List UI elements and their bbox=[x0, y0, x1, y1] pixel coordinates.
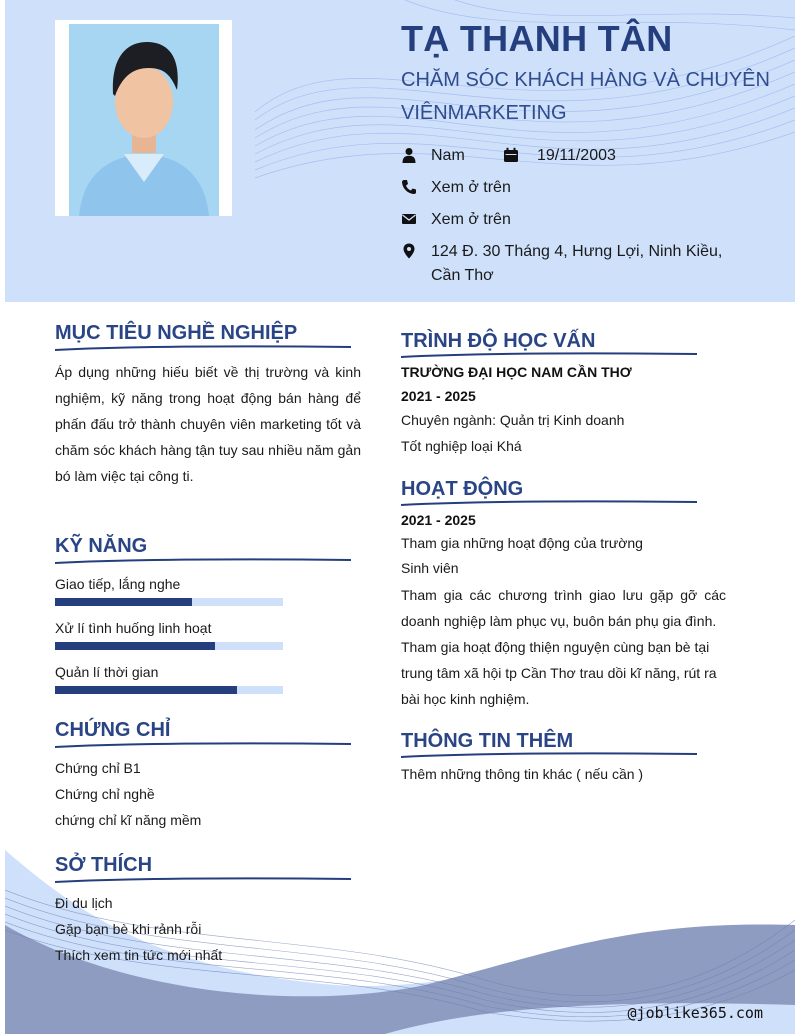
header-band bbox=[5, 0, 795, 302]
watermark: @joblike365.com bbox=[627, 1004, 763, 1022]
user-icon bbox=[401, 147, 417, 163]
birthday-value: 19/11/2003 bbox=[537, 147, 616, 164]
hobby-item: Thích xem tin tức mới nhất bbox=[55, 947, 223, 963]
email-value: Xem ở trên bbox=[431, 211, 511, 228]
job-title: CHĂM SÓC KHÁCH HÀNG VÀ CHUYÊN VIÊNMARKETING bbox=[401, 69, 770, 124]
education-major: Chuyên ngành: Quản trị Kinh doanh bbox=[401, 412, 625, 428]
skill-label: Xử lí tình huống linh hoạt bbox=[55, 620, 212, 636]
education-grade: Tốt nghiệp loại Khá bbox=[401, 438, 522, 454]
education-underline bbox=[401, 351, 697, 359]
calendar-icon bbox=[503, 147, 519, 163]
hobbies-underline bbox=[55, 876, 351, 884]
profile-photo bbox=[69, 24, 219, 216]
hobby-item: Đi du lịch bbox=[55, 895, 113, 911]
profile-photo-frame bbox=[55, 20, 232, 216]
education-title: TRÌNH ĐỘ HỌC VẤN bbox=[401, 330, 596, 352]
certificates-title: CHỨNG CHỈ bbox=[55, 719, 171, 741]
envelope-icon bbox=[401, 211, 417, 227]
activities-line: Tham gia những hoạt động của trường bbox=[401, 535, 643, 551]
portrait-illustration bbox=[69, 24, 219, 216]
gender-value: Nam bbox=[431, 147, 465, 164]
candidate-name: TẠ THANH TÂN bbox=[401, 18, 673, 59]
activities-period: 2021 - 2025 bbox=[401, 512, 476, 528]
address-value: 124 Đ. 30 Tháng 4, Hưng Lợi, Ninh Kiều, Cần Thơ bbox=[431, 243, 723, 284]
certificate-item: Chứng chỉ nghề bbox=[55, 786, 155, 802]
extra-info-underline bbox=[401, 751, 697, 759]
skill-level-fill bbox=[55, 598, 192, 606]
objective-underline bbox=[55, 344, 351, 352]
extra-info-text: Thêm những thông tin khác ( nếu cần ) bbox=[401, 766, 644, 782]
activities-line: Sinh viên bbox=[401, 560, 459, 576]
phone-value: Xem ở trên bbox=[431, 179, 511, 196]
skill-level-bar bbox=[55, 642, 283, 650]
skills-underline bbox=[55, 557, 351, 565]
certificate-item: Chứng chỉ B1 bbox=[55, 760, 141, 776]
cv-page bbox=[5, 0, 795, 1034]
extra-info-title: THÔNG TIN THÊM bbox=[401, 730, 574, 752]
activities-title: HOẠT ĐỘNG bbox=[401, 478, 524, 500]
skill-level-fill bbox=[55, 686, 237, 694]
skill-level-bar bbox=[55, 686, 283, 694]
objective-title: MỤC TIÊU NGHỀ NGHIỆP bbox=[55, 322, 298, 344]
activities-paragraph: Tham gia các chương trình giao lưu gặp gỡ các doanh nghiệp làm phục vụ, buôn bán phụ gia đình. bbox=[401, 587, 726, 629]
hobby-item: Gặp bạn bè khi rảnh rỗi bbox=[55, 921, 202, 937]
skill-level-fill bbox=[55, 642, 215, 650]
activities-underline bbox=[401, 499, 697, 507]
objective-text: Áp dụng những hiếu biết về thị trường và kinh nghiệm, kỹ năng trong hoạt động bán hàng để phấn đấu trở thành chuyên viên marketing tốt và chăm sóc khách hàng tận tuy sau nhiều năm gản bó làm việc tại công ti. bbox=[55, 364, 361, 484]
phone-icon bbox=[401, 179, 417, 195]
skill-level-bar bbox=[55, 598, 283, 606]
hobbies-title: SỞ THÍCH bbox=[55, 854, 153, 876]
map-pin-icon bbox=[401, 243, 417, 259]
education-school: TRƯỜNG ĐẠI HỌC NAM CẦN THƠ bbox=[401, 364, 632, 380]
certificates-underline bbox=[55, 741, 351, 749]
education-period: 2021 - 2025 bbox=[401, 388, 476, 404]
skill-label: Giao tiếp, lắng nghe bbox=[55, 576, 181, 592]
certificate-item: chứng chỉ kĩ năng mềm bbox=[55, 812, 202, 828]
skill-label: Quản lí thời gian bbox=[55, 664, 159, 680]
activities-paragraph: Tham gia hoạt động thiện nguyện cùng bạn bè tại trung tâm xã hội tp Cần Thơ trau dồi kĩ năng, rút ra bài học kinh nghiệm. bbox=[401, 639, 717, 707]
skills-title: KỸ NĂNG bbox=[55, 535, 148, 557]
